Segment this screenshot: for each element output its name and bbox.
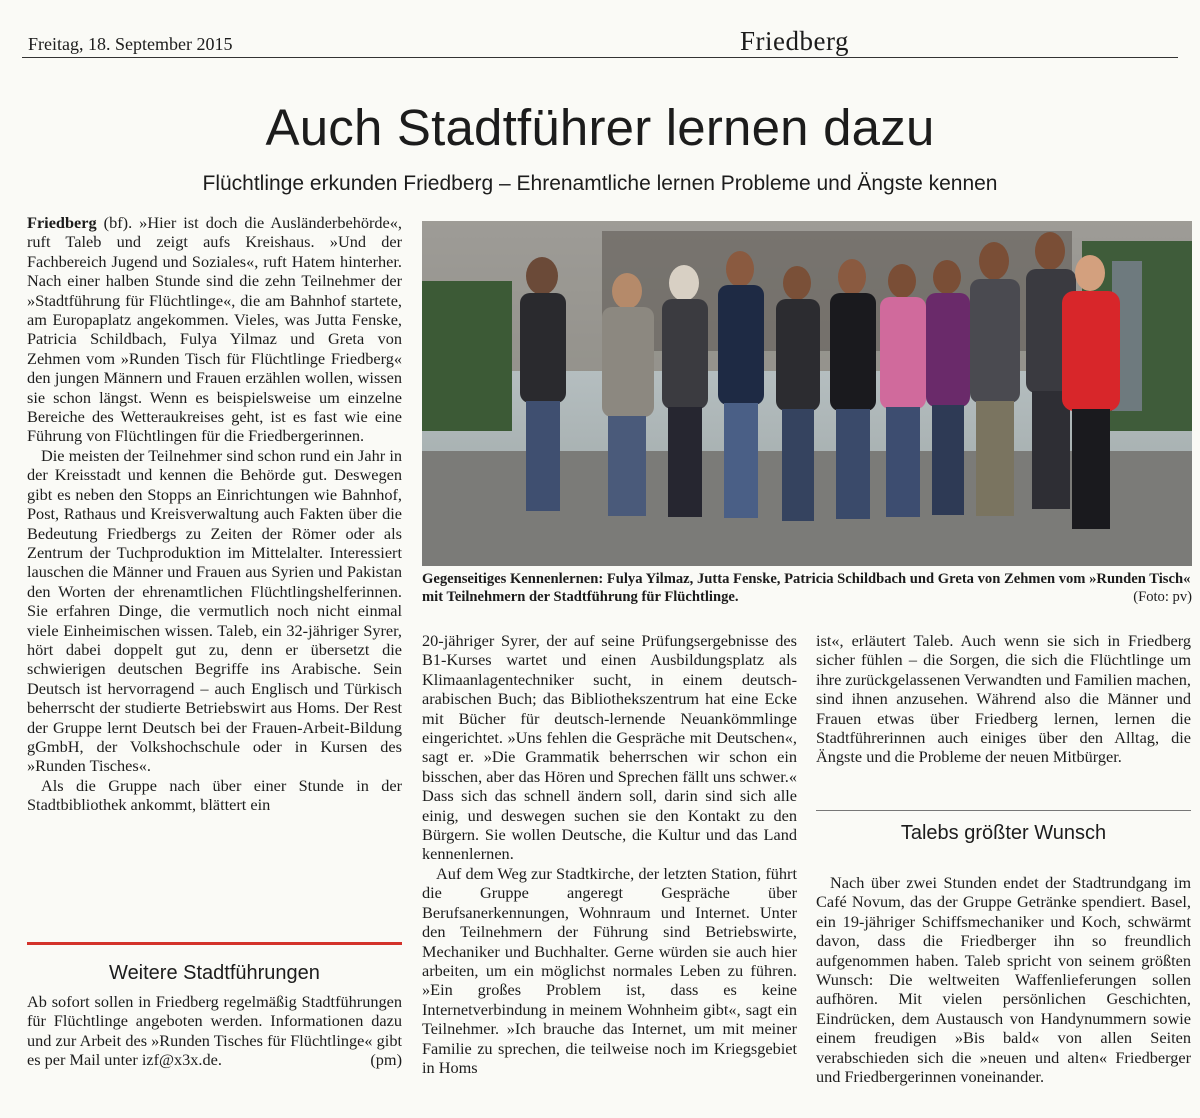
article-paragraph-4: 20-jähriger Syrer, der auf seine Prüfungsergebnisse des B1-Kurses wartet und einen Ausbildungsplatz als Klimaanlagentechniker sucht, in einem deutsch-arabischen Buch; das Bibliothekszentrum hat eine Ecke mit Bücher für deutsch-lernende Neuankömmlinge eingerichtet. »Uns fehlen die Gespräche mit Deutschen«, sagt er. »Die Grammatik beherrschen wir schon ein bisschen, aber das Hören und Sprechen fällt uns schwer.« Dass sich das schnell ändern soll, darin sind sich alle einig, und deswegen suchen sie den Kontakt zu den Bürgern. Sie wollen Deutsche, die Kultur und das Land kennenlernen. <box>422 631 797 864</box>
info-box-credit: (pm) <box>370 1050 402 1070</box>
info-box-text <box>27 992 402 1070</box>
dateline: Friedberg <box>27 213 97 232</box>
section-title: Friedberg <box>740 26 849 56</box>
group-photo-image <box>422 221 1192 566</box>
photo-caption <box>422 571 1192 606</box>
subhead-rule <box>816 810 1191 811</box>
subheadline: Flüchtlinge erkunden Friedberg – Ehrenamtliche lernen Probleme und Ängste kennen <box>202 172 998 195</box>
info-box-rule <box>27 942 402 945</box>
info-box <box>27 992 402 1070</box>
issue-date: Freitag, 18. September 2015 <box>28 34 233 54</box>
group-photo <box>422 221 1192 566</box>
article-column-3 <box>816 631 1191 767</box>
photo-caption-text: Gegenseitiges Kennenlernen: Fulya Yilmaz, Jutta Fenske, Patricia Schildbach und Greta von Zehmen vom »Runden Tisch« mit Teilnehmern der Stadtführung für Flüchtlinge. <box>422 571 1191 605</box>
photo-credit: (Foto: pv) <box>1133 588 1192 605</box>
article-column-2 <box>422 631 797 1077</box>
header-rule <box>22 57 1178 58</box>
article-paragraph-3: Als die Gruppe nach über einer Stunde in der Stadtbibliothek ankommt, blättert ein <box>27 775 402 815</box>
article-column-3-continued <box>816 873 1191 1086</box>
info-box-body: Ab sofort sollen in Friedberg regelmäßig Stadtführungen für Flüchtlinge angeboten werden. Informationen dazu und zur Arbeit des »Runden Tisches für Flüchtlinge« gibt es per Mail unter izf@x3x.de. <box>27 992 402 1070</box>
article-paragraph-6: ist«, erläutert Taleb. Auch wenn sie sich in Friedberg sicher fühlen – die Sorgen, die sich die Flüchtlinge um ihre zurückgelassenen Verwandten und Familien machen, sind ihnen anzusehen. Während also die Männer und Frauen etwas über Friedberg lernen, lernen die Stadtführerinnen auch einiges über den Alltag, die Ängste und die Probleme der neuen Mitbürger. <box>816 631 1191 767</box>
article-paragraph-7: Nach über zwei Stunden endet der Stadtrundgang im Café Novum, das der Gruppe Getränke spendiert. Basel, ein 19-jähriger Schiffsmechaniker und Koch, schwärmt davon, dass die Friedberger ihn so freundlich aufgenommen haben. Taleb spricht von seinem größten Wunsch: Die weltweiten Waffenlieferungen sollen aufhören. Mit vielen persönlichen Geschichten, Eindrücken, dem Austausch von Handynummern sowie einem freudigen »Bis bald« von allen Seiten verabschieden sich die »neuen und alten« Friedberger und Friedbergerinnen voneinander. <box>816 873 1191 1087</box>
article-subhead: Talebs größter Wunsch <box>900 822 1107 844</box>
article-paragraph-5: Auf dem Weg zur Stadtkirche, der letzten Station, führt die Gruppe angeregt Gespräche über Berufsanerkennungen, Wohnraum und Internet. Unter den Teilnehmern der Führung sind Betriebswirte, Mechaniker und Buchhalter. Gerne würden sie auch hier arbeiten, um ein möglichst normales Leben zu führen. »Ein großes Problem ist, dass es keine Internetverbindung in meinem Wohnheim gibt«, sagt ein Teilnehmer. »Ich brauche das Internet, um mit meiner Familie zu sprechen, die teilweise noch im Kriegsgebiet in Homs <box>422 863 797 1077</box>
headline: Auch Stadtführer lernen dazu <box>265 99 935 156</box>
info-box-title: Weitere Stadtführungen <box>109 962 320 984</box>
lead-text: (bf). »Hier ist doch die Ausländerbehörde«, ruft Taleb und zeigt aufs Kreishaus. »Und der Fachbereich Jugend und Soziales«, ruft Hatem hinterher. Nach einer halben Stunde sind die zehn Teilnehmer der »Stadtführung für Flüchtlinge«, die am Bahnhof startete, am Europaplatz angekommen. Vieles, was Jutta Fenske, Patricia Schildbach, Fulya Yilmaz und Greta von Zehmen vom »Runden Tisch für Flüchtlinge Friedberg« den jungen Männern und Frauen erzählen wollen, wissen sie schon längst. Wenn es beispielsweise um einzelne Bereiche des Wetteraukreises geht, ist es fast wie eine Führung von Flüchtlingen für die Friedbergerinnen. <box>27 213 402 446</box>
article-column-1 <box>27 213 402 815</box>
article-paragraph-2: Die meisten der Teilnehmer sind schon rund ein Jahr in der Kreisstadt und kennen die Behörde gut. Deswegen gibt es neben den Stopps an Einrichtungen wie Bahnhof, Post, Rathaus und Kreisverwaltung auch Fakten über die Bedeutung Friedbergs zu Zeiten der Römer oder als Zentrum der Tuchproduktion im Mittelalter. Interessiert lauschen die Männer und Frauen aus Syrien und Pakistan den Worten der ehrenamtlichen Flüchtlingshelferinnen. Sie erfahren Dinge, die vermutlich noch nicht einmal viele Einheimischen wissen. Taleb, ein 32-jähriger Syrer, hört dabei doppelt gut zu, denn er übersetzt die schwierigen deutschen Begriffe ins Arabische. Sein Deutsch ist hervorragend – auch Englisch und Türkisch beherrscht der studierte Betriebswirt aus Homs. Der Rest der Gruppe lernt Deutsch bei der Frauen-Arbeit-Bildung gGmbH, der Volkshochschule oder in Kursen des »Runden Tisches«. <box>27 445 402 776</box>
article-paragraph-1 <box>27 213 402 446</box>
